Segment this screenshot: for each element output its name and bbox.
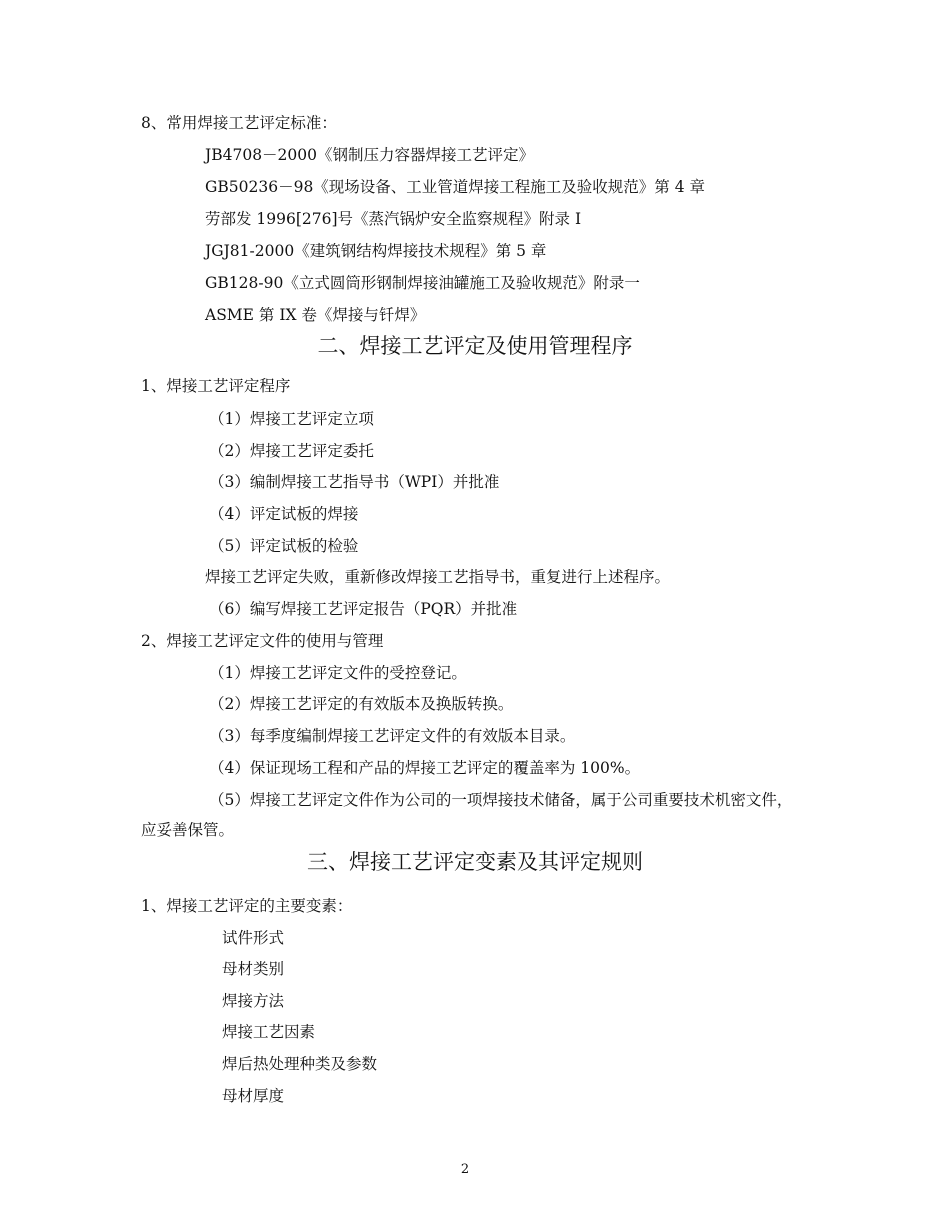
management-item: （4）保证现场工程和产品的焊接工艺评定的覆盖率为 100%。: [209, 759, 641, 777]
section-2-heading: 二、焊接工艺评定及使用管理程序: [317, 334, 633, 358]
section-3-heading: 三、焊接工艺评定变素及其评定规则: [307, 850, 643, 874]
variable-item: 母材类别: [222, 960, 285, 978]
management-item-continuation: 应妥善保管。: [141, 821, 235, 839]
standard-item: GB128-90《立式圆筒形钢制焊接油罐施工及验收规范》附录一: [205, 274, 640, 292]
sub-2-title: 2、焊接工艺评定文件的使用与管理: [141, 632, 384, 650]
standard-item: JB4708－2000《钢制压力容器焊接工艺评定》: [205, 146, 534, 164]
sub-1-title: 1、焊接工艺评定程序: [141, 377, 291, 395]
management-item: （3）每季度编制焊接工艺评定文件的有效版本目录。: [209, 727, 576, 745]
standard-item: 劳部发 1996[276]号《蒸汽锅炉安全监察规程》附录 I: [205, 210, 582, 228]
management-item: （2）焊接工艺评定的有效版本及换版转换。: [209, 695, 514, 713]
section-8-title: 8、常用焊接工艺评定标准：: [141, 114, 337, 132]
standard-item: ASME 第 IX 卷《焊接与钎焊》: [205, 306, 426, 324]
standard-item: GB50236－98《现场设备、工业管道焊接工程施工及验收规范》第 4 章: [205, 178, 706, 196]
procedure-step: （5）评定试板的检验: [209, 537, 359, 555]
variable-item: 焊接方法: [222, 992, 285, 1010]
page-number: 2: [460, 1162, 470, 1177]
procedure-step: （4）评定试板的焊接: [209, 505, 359, 523]
variable-item: 试件形式: [222, 929, 285, 947]
sub-1-title: 1、焊接工艺评定的主要变素：: [141, 897, 353, 915]
variable-item: 焊后热处理种类及参数: [222, 1055, 378, 1073]
procedure-step: （2）焊接工艺评定委托: [209, 442, 374, 460]
procedure-step: （1）焊接工艺评定立项: [209, 410, 374, 428]
variable-item: 焊接工艺因素: [222, 1023, 316, 1041]
procedure-step: （6）编写焊接工艺评定报告（PQR）并批准: [209, 600, 518, 618]
procedure-note: 焊接工艺评定失败，重新修改焊接工艺指导书，重复进行上述程序。: [205, 568, 671, 586]
variable-item: 母材厚度: [222, 1087, 285, 1105]
management-item: （5）焊接工艺评定文件作为公司的一项焊接技术储备，属于公司重要技术机密文件，: [209, 791, 793, 809]
procedure-step: （3）编制焊接工艺指导书（WPI）并批准: [209, 473, 500, 491]
standard-item: JGJ81-2000《建筑钢结构焊接技术规程》第 5 章: [205, 242, 547, 260]
management-item: （1）焊接工艺评定文件的受控登记。: [209, 664, 467, 682]
